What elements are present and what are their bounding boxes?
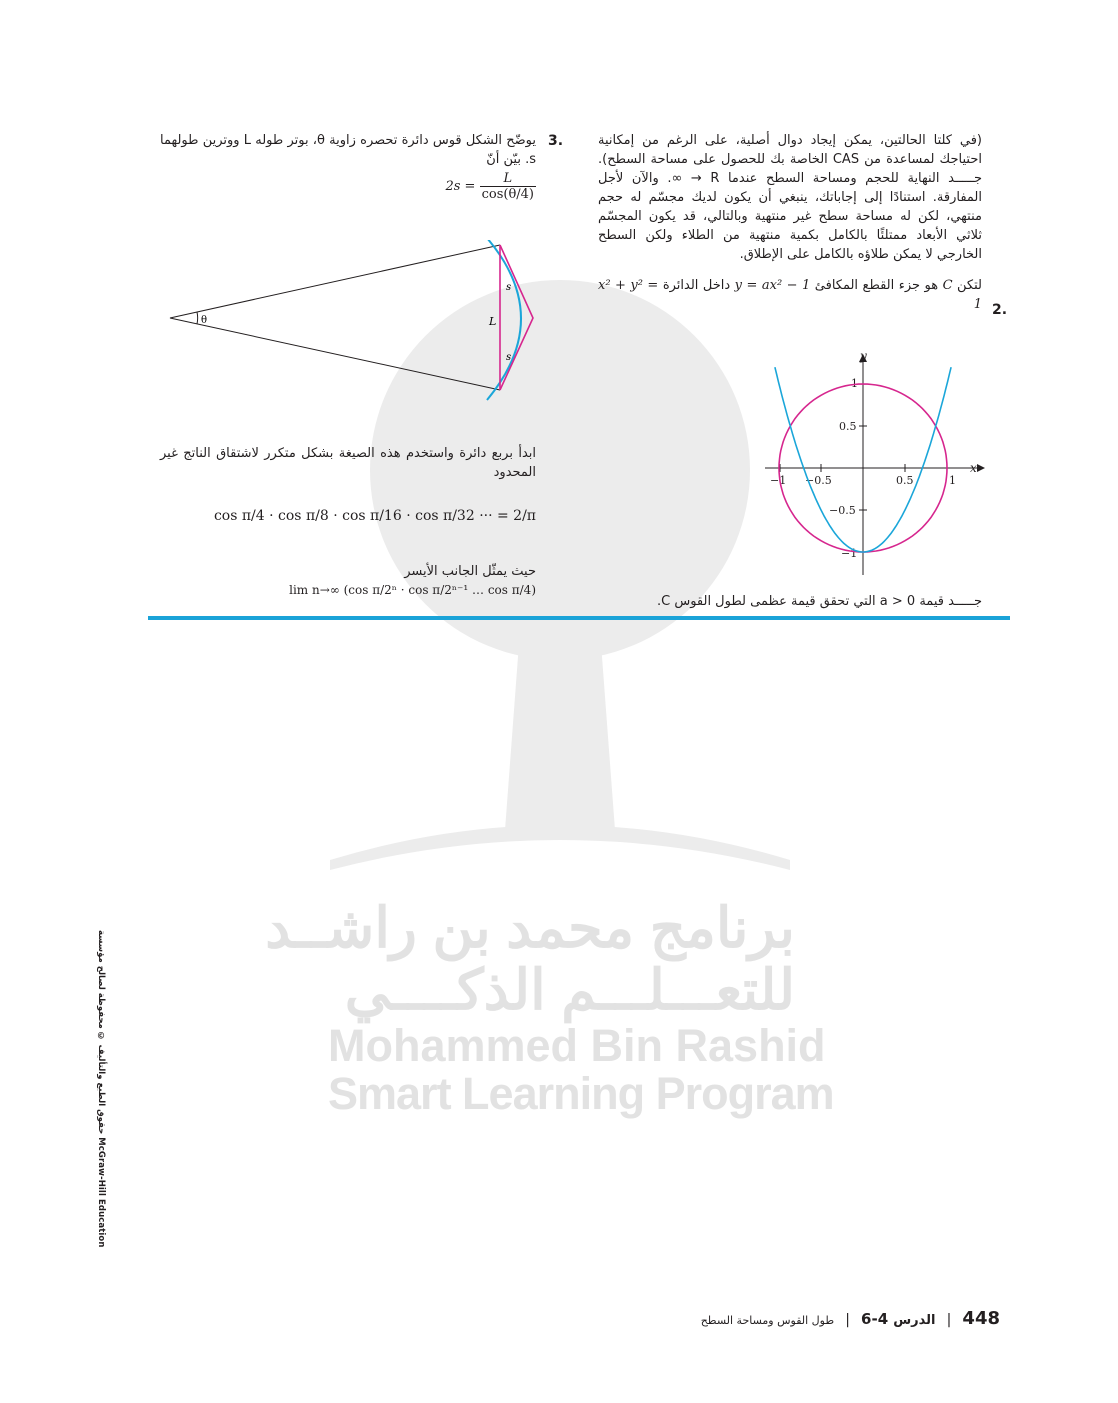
page-footer bbox=[640, 1308, 1000, 1332]
problem-3-text-2: ابدأ بربع دائرة واستخدم هذه الصيغة بشكل متكرر لاشتقاق الناتج غير المحدود bbox=[160, 446, 536, 480]
arc-figure bbox=[165, 240, 545, 405]
y-axis-label: y bbox=[860, 350, 867, 363]
product-formula: cos π/4 · cos π/8 · cos π/16 · cos π/32 ··· = 2/π bbox=[213, 508, 536, 524]
y-tick-neg05: −0.5 bbox=[829, 504, 856, 517]
problem-3-text-3: حيث يمثّل الجانب الأيسر bbox=[404, 564, 536, 579]
s-label-lower: s bbox=[506, 352, 512, 363]
left-column bbox=[160, 131, 536, 202]
circle-equation: x² + y² = 1 bbox=[598, 278, 982, 312]
section-divider bbox=[148, 616, 1010, 620]
footer-separator: | bbox=[946, 1312, 952, 1328]
right-column bbox=[598, 131, 982, 314]
lesson-title: طول القوس ومساحة السطح bbox=[700, 1314, 835, 1327]
chord-label: L bbox=[489, 315, 497, 328]
limit-expression: lim n→∞ (cos π/2ⁿ · cos π/2ⁿ⁻¹ … cos π/4) bbox=[289, 583, 536, 597]
problem-3-text-1: يوضّح الشكل قوس دائرة تحصره زاوية θ، بوتر طوله L ووترين طولهما s. بيّن أنّ bbox=[160, 133, 536, 167]
y-tick-neg1: −1 bbox=[841, 547, 858, 560]
watermark-line1: برنامج محمد بن راشــد bbox=[265, 896, 795, 959]
intro-paragraph: (في كلتا الحالتين، يمكن إيجاد دوال أصلية، على الرغم من إمكانية احتياجك لمساعدة من CAS الخاصة بك للحصول على مساحة السطح). جـــــد النهاية للحجم ومساحة السطح عندما R → ∞. والآن لأجل المفارقة. استنادًا إلى إجاباتك، ينبغي أن يكون لديك مجسّم له حجم منتهي، لكن له مساحة سطح غير منتهية وبالتالي، قد يكون المجسّم ثلاثي الأبعاد ممتلئًا بالكامل بكمية منتهية من الطلاء ولكن السطح الخارجي لا يمكن طلاؤه بالكامل على الإطلاق. bbox=[598, 133, 982, 262]
lesson-number: 6-4 bbox=[861, 1310, 889, 1328]
watermark-line2: للتعـــلـــم الذكــــي bbox=[344, 958, 795, 1021]
y-tick-05: 0.5 bbox=[839, 420, 857, 433]
equation-numerator: L bbox=[480, 171, 536, 187]
parabola-circle-chart bbox=[765, 350, 985, 575]
watermark-line4: Smart Learning Program bbox=[328, 1068, 834, 1119]
x-tick-neg05: −0.5 bbox=[805, 474, 832, 487]
watermark-line3: Mohammed Bin Rashid bbox=[328, 1020, 826, 1071]
problem-2 bbox=[598, 276, 982, 314]
theta-label: θ bbox=[201, 315, 208, 326]
problem-2-text-b: هو جزء القطع المكافئ bbox=[814, 278, 939, 293]
page-number: 448 bbox=[962, 1308, 1000, 1329]
problem-3-equation bbox=[160, 171, 536, 202]
x-tick-1: 1 bbox=[949, 474, 956, 487]
x-axis-label: x bbox=[970, 461, 977, 475]
problem-2-text-c: داخل الدائرة bbox=[662, 278, 731, 293]
equation-denominator: cos(θ/4) bbox=[481, 187, 534, 202]
copyright-sidebar: حقوق الطبع والتأليف © محفوظة لصالح مؤسسة McGraw-Hill Education bbox=[96, 930, 106, 1248]
s-label-upper: s bbox=[506, 282, 512, 293]
problem-2-question: جـــــد قيمة a > 0 التي تحقق قيمة عظمى لطول القوس C. bbox=[656, 594, 982, 609]
x-tick-05: 0.5 bbox=[896, 474, 914, 487]
footer-separator-2: | bbox=[845, 1312, 850, 1328]
problem-2-var-c: C bbox=[942, 278, 953, 293]
x-tick-neg1: −1 bbox=[770, 474, 787, 487]
equation-lhs: 2s = bbox=[445, 179, 476, 194]
problem-3-number: 3. bbox=[548, 133, 564, 149]
problem-2-text-a: لتكن bbox=[957, 278, 982, 293]
problem-2-number: 2. bbox=[992, 302, 1008, 318]
y-tick-1: 1 bbox=[851, 377, 858, 390]
x-axis-arrow-icon bbox=[977, 464, 985, 472]
parabola-equation: y = ax² − 1 bbox=[734, 278, 811, 293]
lesson-label: الدرس bbox=[893, 1313, 936, 1328]
